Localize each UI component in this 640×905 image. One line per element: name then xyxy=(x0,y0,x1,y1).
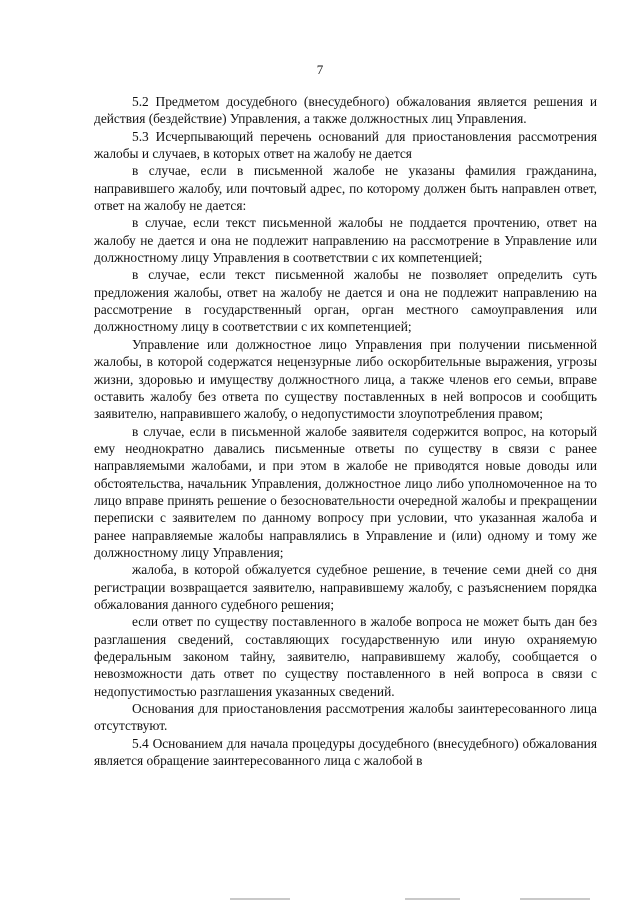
scan-artifact-line xyxy=(230,898,290,900)
page-number: 7 xyxy=(316,62,324,77)
paragraph-offensive-language: Управление или должностное лицо Управления при получении письменной жалобы, в которой содержатся нецензурные либо оскорбительные выражения, угрозы жизни, здоровью и имуществу должностного лица, а также членов его семьи, вправе оставить жалобу без ответа по существу поставленных в ней вопросов и сообщить заявителю, направившего жалобу, о недопустимости злоупотребления правом; xyxy=(94,336,597,422)
paragraph-5-2: 5.2 Предметом досудебного (внесудебного) обжалования является решения и действия (бездействие) Управления, а также должностных лиц Управления. xyxy=(94,94,597,127)
paragraph-secret-information: если ответ по существу поставленного в жалобе вопроса не может быть дан без разглашения сведений, составляющих государственную или иную охраняемую федеральным законом тайну, заявителю, направившему жалобу, сообщается о невозможности дать ответ по существу поставленного в ней вопроса в связи с недопустимостью разглашения указанных сведений. xyxy=(94,614,597,699)
paragraph-5-4: 5.4 Основанием для начала процедуры досудебного (внесудебного) обжалования является обращение заинтересованного лица с жалобой в xyxy=(94,735,597,769)
document-body xyxy=(94,93,597,769)
paragraph-no-name-or-address: в случае, если в письменной жалобе не указаны фамилия гражданина, направившего жалобу, или почтовый адрес, по которому должен быть направлен ответ, ответ на жалобу не дается: xyxy=(94,163,597,214)
paragraph-no-suspension-grounds: Основания для приостановления рассмотрения жалобы заинтересованного лица отсутствуют. xyxy=(94,701,597,734)
paragraph-unreadable-text: в случае, если текст письменной жалобы не поддается прочтению, ответ на жалобу не дается и она не подлежит направлению на рассмотрение в Управление или должностному лицу Управления в соответствии с их компетенцией; xyxy=(94,215,597,266)
paragraph-repeated-question: в случае, если в письменной жалобе заявителя содержится вопрос, на который ему неоднократно давались письменные ответы по существу в связи с ранее направляемыми жалобами, и при этом в жалобе не приводятся новые доводы или обстоятельства, начальник Управления, должностное лицо либо уполномоченное на то лицо вправе принять решение о безосновательности очередной жалобы и прекращении переписки с заявителем по данному вопросу при условии, что указанная жалоба и ранее направляемые жалобы направлялись в Управление и (или) одному и тому же должностному лицу Управления; xyxy=(94,423,597,560)
scan-artifact-line xyxy=(405,898,460,900)
paragraph-5-3: 5.3 Исчерпывающий перечень оснований для приостановления рассмотрения жалобы и случаев, в которых ответ на жалобу не дается xyxy=(94,128,597,162)
scan-artifact-line xyxy=(520,898,590,900)
paragraph-court-decision: жалоба, в которой обжалуется судебное решение, в течение семи дней со дня регистрации возвращается заявителю, направившему жалобу, с разъяснением порядка обжалования данного судебного решения; xyxy=(94,562,597,612)
paragraph-unclear-essence: в случае, если текст письменной жалобы не позволяет определить суть предложения жалобы, ответ на жалобу не дается и она не подлежит направлению на рассмотрение в государственный орган, орган местного самоуправления или должностному лицу в соответствии с их компетенцией; xyxy=(94,267,597,335)
